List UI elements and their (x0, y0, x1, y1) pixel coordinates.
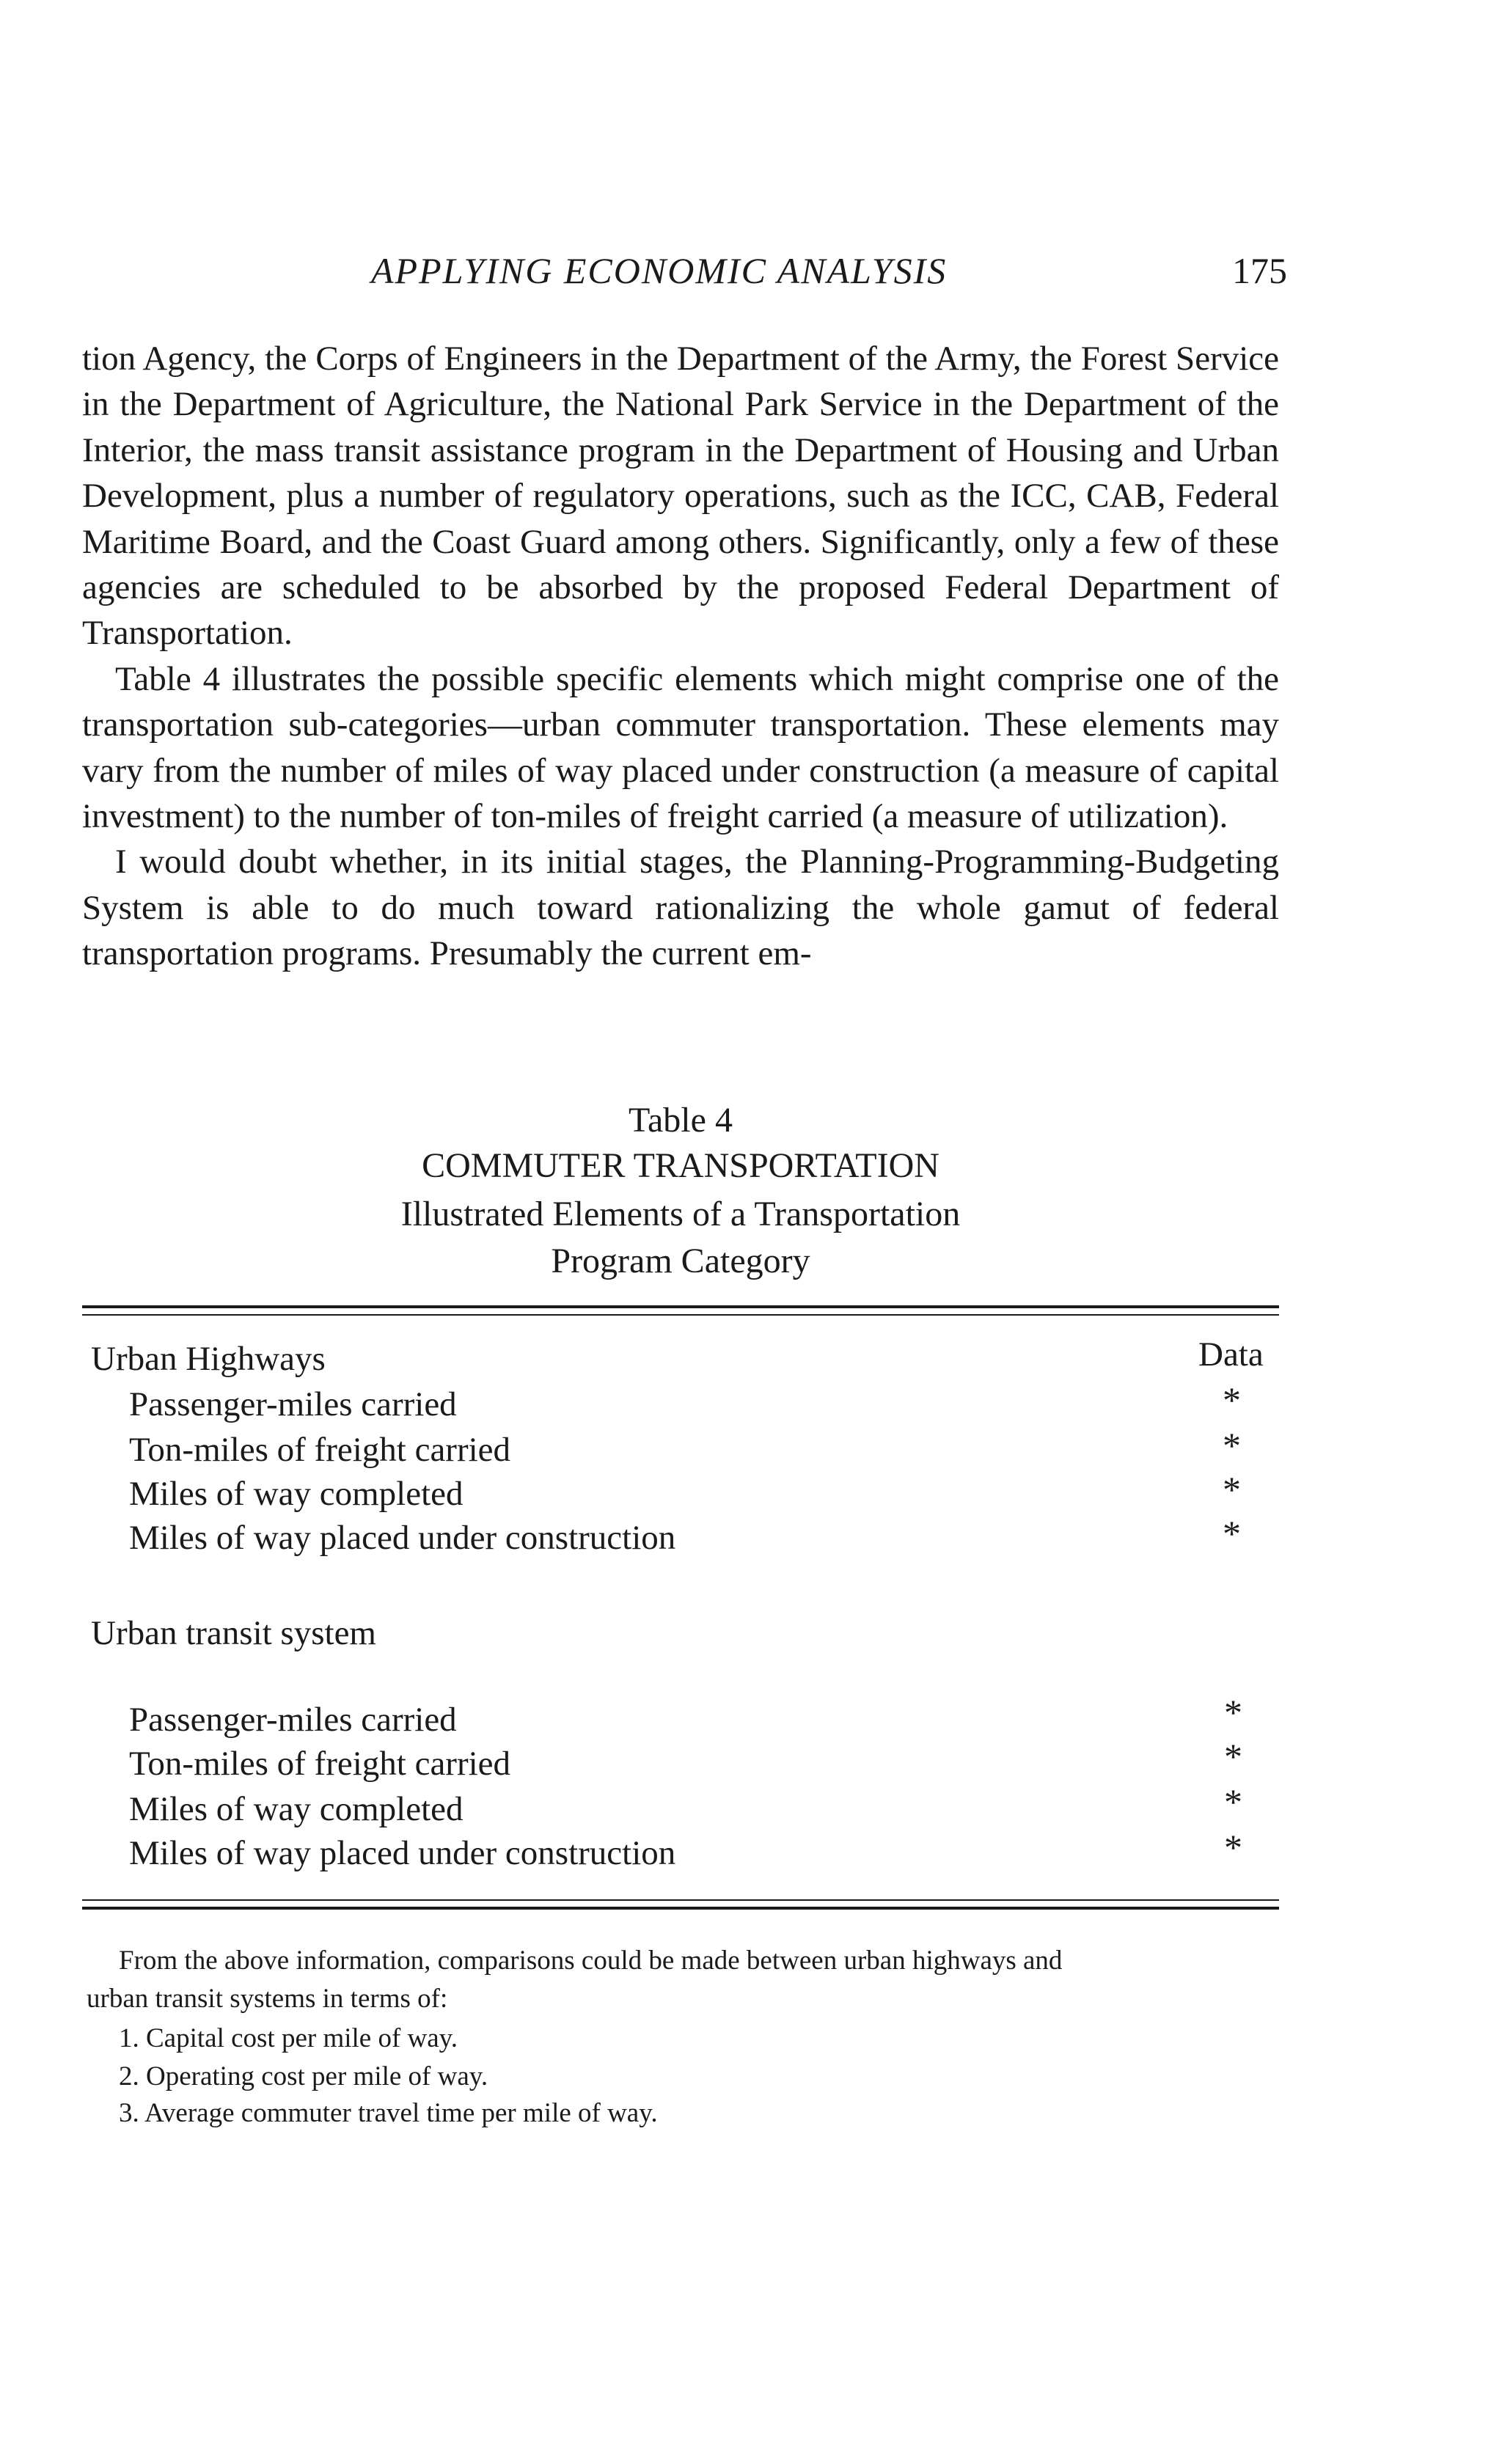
table-title: COMMUTER TRANSPORTATION (422, 1146, 939, 1185)
table-row-value: * (1223, 1379, 1241, 1420)
table-label: Table 4 (629, 1101, 733, 1140)
table-row-label: Ton-miles of freight carried (129, 1745, 511, 1783)
page-number: 175 (1232, 250, 1287, 291)
table-subtitle: Illustrated Elements of a Transportation (400, 1195, 961, 1233)
footnote-line: From the above information, comparisons could be made between urban highways and (119, 1946, 1063, 1976)
table-row-value: * (1223, 1425, 1241, 1466)
table-row-label: Ton-miles of freight carried (129, 1431, 511, 1469)
table-bottom-rule (82, 1907, 1279, 1910)
table-row-value: * (1224, 1827, 1242, 1868)
table-row-label: Miles of way placed under construction (129, 1519, 676, 1557)
footnote-item: 3. Average commuter travel time per mile of way. (119, 2098, 658, 2128)
table-row-label: Passenger-miles carried (129, 1385, 457, 1423)
running-header-title: APPLYING ECONOMIC ANALYSIS (371, 250, 948, 291)
footnote-item: 1. Capital cost per mile of way. (119, 2023, 458, 2053)
paragraph: I would doubt whether, in its initial stages, the Planning-Programming-Budgeting System is able to do much toward rationalizing the whole gamut of federal transportation programs. Presumably the current em- (82, 843, 1279, 973)
table-subtitle: Program Category (551, 1242, 810, 1280)
table-row-label: Miles of way completed (129, 1790, 464, 1828)
footnote-line: urban transit systems in terms of: (87, 1984, 448, 2014)
table-row-label: Miles of way completed (129, 1475, 464, 1513)
footnote-item: 2. Operating cost per mile of way. (119, 2061, 488, 2091)
body-text (82, 336, 1279, 977)
paragraph: tion Agency, the Corps of Engineers in the Department of the Army, the Forest Service in the Department of Agriculture, the National Park Service in the Department of the Interior, the mass transit assistance program in the Department of Housing and Urban Development, plus a number of regulatory operations, such as the ICC, CAB, Federal Maritime Board, and the Coast Guard among others. Significantly, only a few of these agencies are scheduled to be absorbed by the proposed Federal Department of Transportation. (82, 340, 1279, 653)
table-column-header: Data (1198, 1335, 1264, 1374)
table-row-value: * (1224, 1781, 1242, 1822)
table-row-value: * (1223, 1469, 1241, 1510)
table-row-label: Miles of way placed under construction (129, 1834, 676, 1872)
table-row-value: * (1223, 1513, 1241, 1554)
table-top-rule (82, 1314, 1279, 1316)
table-row-label: Passenger-miles carried (129, 1701, 457, 1739)
table-row-value: * (1224, 1692, 1242, 1733)
table-row-value: * (1224, 1736, 1242, 1777)
table-group-heading: Urban Highways (91, 1340, 326, 1378)
table-top-rule (82, 1305, 1279, 1308)
table-group-heading: Urban transit system (91, 1614, 376, 1652)
paragraph: Table 4 illustrates the possible specific elements which might comprise one of the transportation sub-categories—urban commuter transportation. These elements may vary from the number of miles of way placed under construction (a measure of capital investment) to the number of ton-miles of freight carried (a measure of utilization). (82, 659, 1279, 836)
table-bottom-rule (82, 1899, 1279, 1901)
